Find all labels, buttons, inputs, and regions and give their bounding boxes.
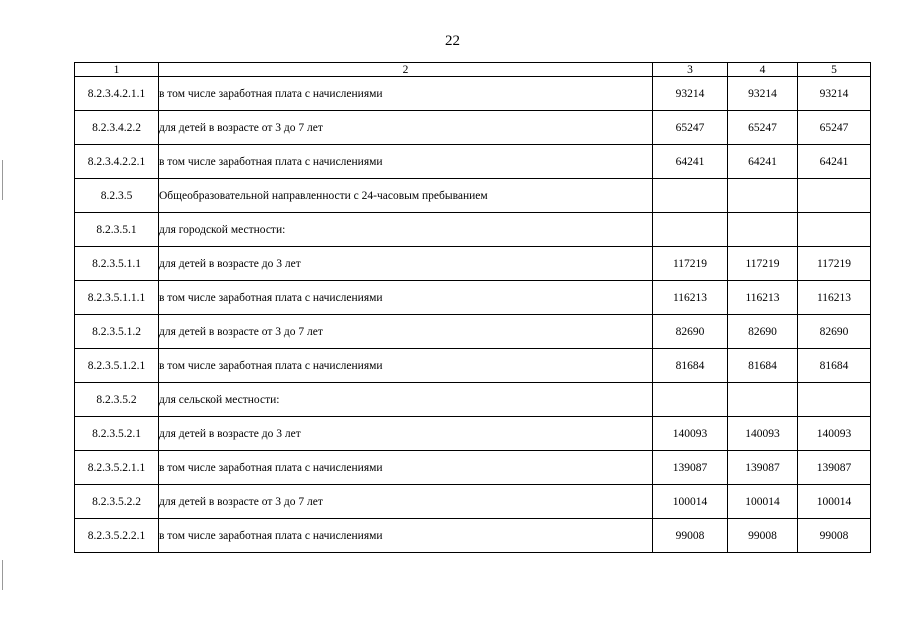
row-code: 8.2.3.5.1.2.1: [75, 349, 159, 383]
tariff-table: [74, 62, 871, 553]
value-col-5: [798, 383, 871, 417]
row-code: 8.2.3.4.2.2: [75, 111, 159, 145]
value-col-5: [798, 179, 871, 213]
value-col-4: 116213: [728, 281, 798, 315]
value-col-4: 139087: [728, 451, 798, 485]
value-col-5: 116213: [798, 281, 871, 315]
row-name: для детей в возрасте от 3 до 7 лет: [159, 111, 653, 145]
row-code: 8.2.3.5.2.1: [75, 417, 159, 451]
row-code: 8.2.3.5.2: [75, 383, 159, 417]
row-code: 8.2.3.5.1.1.1: [75, 281, 159, 315]
value-col-3: 140093: [653, 417, 728, 451]
row-code: 8.2.3.4.2.2.1: [75, 145, 159, 179]
table-row: [75, 179, 871, 213]
value-col-3: 117219: [653, 247, 728, 281]
row-name: для сельской местности:: [159, 383, 653, 417]
table-row: [75, 111, 871, 145]
value-col-3: [653, 383, 728, 417]
scan-edge-mark: [2, 160, 3, 200]
value-col-5: 65247: [798, 111, 871, 145]
value-col-3: 100014: [653, 485, 728, 519]
row-name: для детей в возрасте до 3 лет: [159, 247, 653, 281]
row-code: 8.2.3.5.1: [75, 213, 159, 247]
value-col-3: 82690: [653, 315, 728, 349]
row-name: Общеобразовательной направленности с 24-часовым пребыванием: [159, 179, 653, 213]
row-name: в том числе заработная плата с начислениями: [159, 349, 653, 383]
row-code: 8.2.3.5.2.2.1: [75, 519, 159, 553]
value-col-3: 65247: [653, 111, 728, 145]
value-col-4: 140093: [728, 417, 798, 451]
table-header: [75, 63, 871, 77]
row-name: для детей в возрасте от 3 до 7 лет: [159, 315, 653, 349]
table-row: [75, 485, 871, 519]
table-row: [75, 145, 871, 179]
row-name: в том числе заработная плата с начислениями: [159, 519, 653, 553]
row-name: в том числе заработная плата с начислениями: [159, 145, 653, 179]
value-col-3: 116213: [653, 281, 728, 315]
table-row: [75, 281, 871, 315]
column-header-4: 4: [728, 63, 798, 77]
value-col-5: [798, 213, 871, 247]
value-col-4: 100014: [728, 485, 798, 519]
value-col-3: [653, 179, 728, 213]
value-col-3: 93214: [653, 77, 728, 111]
row-name: в том числе заработная плата с начислениями: [159, 281, 653, 315]
table-body: [75, 77, 871, 553]
value-col-3: 99008: [653, 519, 728, 553]
table-row: [75, 451, 871, 485]
table-row: [75, 383, 871, 417]
row-code: 8.2.3.5.2.1.1: [75, 451, 159, 485]
table-row: [75, 417, 871, 451]
value-col-5: 117219: [798, 247, 871, 281]
table-row: [75, 349, 871, 383]
value-col-5: 64241: [798, 145, 871, 179]
value-col-4: [728, 179, 798, 213]
value-col-4: 99008: [728, 519, 798, 553]
row-code: 8.2.3.5.1.2: [75, 315, 159, 349]
value-col-4: [728, 383, 798, 417]
row-code: 8.2.3.5: [75, 179, 159, 213]
column-header-3: 3: [653, 63, 728, 77]
value-col-4: 82690: [728, 315, 798, 349]
row-name: для детей в возрасте от 3 до 7 лет: [159, 485, 653, 519]
value-col-5: 81684: [798, 349, 871, 383]
row-code: 8.2.3.5.1.1: [75, 247, 159, 281]
value-col-5: 99008: [798, 519, 871, 553]
value-col-5: 82690: [798, 315, 871, 349]
row-name: в том числе заработная плата с начислениями: [159, 77, 653, 111]
table-row: [75, 213, 871, 247]
table-row: [75, 519, 871, 553]
column-header-2: 2: [159, 63, 653, 77]
table-row: [75, 77, 871, 111]
value-col-4: 93214: [728, 77, 798, 111]
value-col-3: 64241: [653, 145, 728, 179]
value-col-4: 65247: [728, 111, 798, 145]
value-col-3: 81684: [653, 349, 728, 383]
column-header-5: 5: [798, 63, 871, 77]
row-code: 8.2.3.4.2.1.1: [75, 77, 159, 111]
value-col-4: 117219: [728, 247, 798, 281]
row-name: для городской местности:: [159, 213, 653, 247]
table-row: [75, 247, 871, 281]
page-number: 22: [445, 33, 460, 49]
value-col-4: [728, 213, 798, 247]
value-col-3: [653, 213, 728, 247]
table-row: [75, 315, 871, 349]
header-row: [75, 63, 871, 77]
row-name: для детей в возрасте до 3 лет: [159, 417, 653, 451]
row-name: в том числе заработная плата с начислениями: [159, 451, 653, 485]
column-header-1: 1: [75, 63, 159, 77]
scan-edge-mark: [2, 560, 3, 590]
value-col-5: 93214: [798, 77, 871, 111]
value-col-5: 140093: [798, 417, 871, 451]
value-col-4: 64241: [728, 145, 798, 179]
value-col-3: 139087: [653, 451, 728, 485]
row-code: 8.2.3.5.2.2: [75, 485, 159, 519]
value-col-4: 81684: [728, 349, 798, 383]
value-col-5: 100014: [798, 485, 871, 519]
value-col-5: 139087: [798, 451, 871, 485]
